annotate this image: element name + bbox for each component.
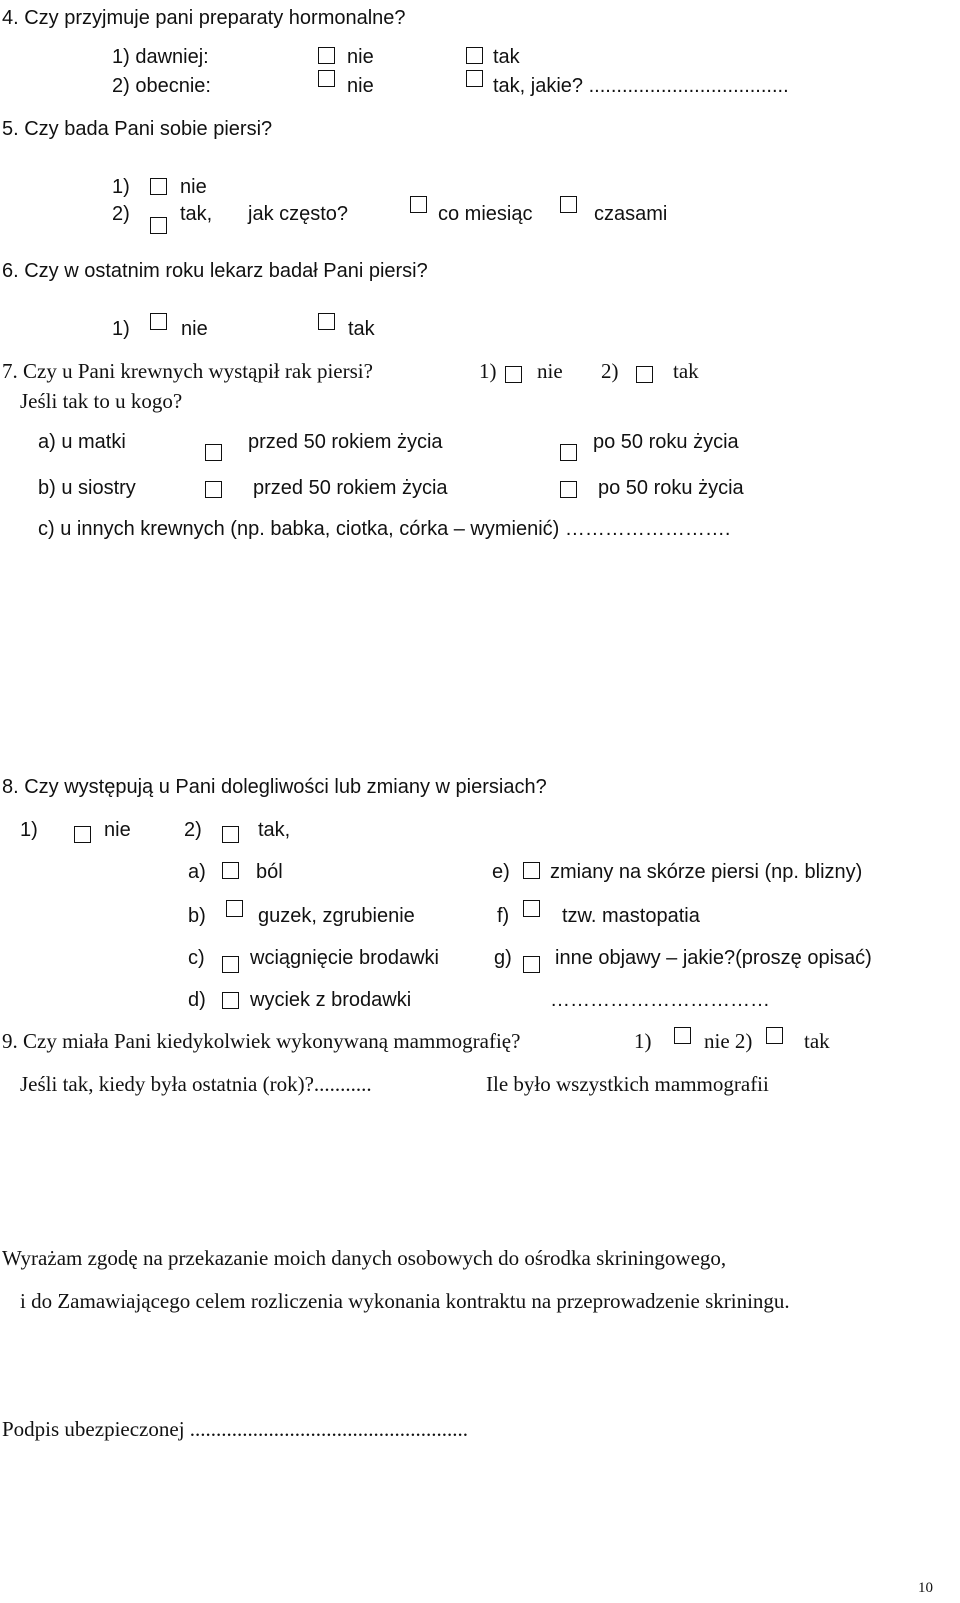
q6-o1: nie [181, 318, 208, 340]
q8-b-letter: b) [188, 905, 206, 927]
q6-o1-num: 1) [112, 318, 130, 340]
q7-b-label: b) u siostry [38, 477, 136, 499]
q7-c-label: c) u innych krewnych (np. babka, ciotka, córka – wymienić) ……………………. [38, 518, 731, 540]
q5-czasami: czasami [594, 203, 668, 225]
q5-o1-num: 1) [112, 176, 130, 198]
q7-title: 7. Czy u Pani krewnych wystąpił rak piersi? [2, 359, 373, 383]
q5-o2-question: jak często? [248, 203, 349, 225]
q8-d-dots: …………………………… [550, 989, 770, 1011]
q7-a-przed-checkbox[interactable] [205, 444, 222, 461]
q7-tak-checkbox[interactable] [636, 366, 653, 383]
q8-e: zmiany na skórze piersi (np. blizny) [550, 861, 863, 883]
q5-o1: nie [180, 176, 207, 198]
q5-title: 5. Czy bada Pani sobie piersi? [2, 118, 273, 140]
q9-tak-checkbox[interactable] [766, 1027, 783, 1044]
q6-nie-checkbox[interactable] [150, 313, 167, 330]
q8-f: tzw. mastopatia [562, 905, 700, 927]
q8-e-checkbox[interactable] [523, 862, 540, 879]
q9-o1: nie 2) [704, 1029, 753, 1053]
q7-a-opt1: przed 50 rokiem życia [248, 431, 443, 453]
q5-tak-checkbox[interactable] [150, 217, 167, 234]
q4-r2-tak: tak, jakie? .................................... [493, 75, 789, 97]
q8-a-checkbox[interactable] [222, 862, 239, 879]
q5-o2-num: 2) [112, 203, 130, 225]
q7-b-po-checkbox[interactable] [560, 481, 577, 498]
q5-nie-checkbox[interactable] [150, 178, 167, 195]
q6-o2: tak [348, 318, 375, 340]
q8-g-checkbox[interactable] [523, 956, 540, 973]
consent-line2: i do Zamawiającego celem rozliczenia wykonania kontraktu na przeprowadzenie skriningu. [20, 1289, 790, 1313]
q8-g-letter: g) [494, 947, 512, 969]
q8-c-letter: c) [188, 947, 205, 969]
q6-title: 6. Czy w ostatnim roku lekarz badał Pani piersi? [2, 260, 428, 282]
q8-a-letter: a) [188, 861, 206, 883]
q8-a: ból [256, 861, 283, 883]
q4-r2-nie-checkbox[interactable] [318, 70, 335, 87]
q7-a-po-checkbox[interactable] [560, 444, 577, 461]
q9-nie-checkbox[interactable] [674, 1027, 691, 1044]
q8-e-letter: e) [492, 861, 510, 883]
q5-o2: tak, [180, 203, 213, 225]
q8-o1: nie [104, 819, 131, 841]
q4-r1-tak-checkbox[interactable] [466, 47, 483, 64]
q7-b-przed-checkbox[interactable] [205, 481, 222, 498]
q7-o1-num: 1) [479, 359, 497, 383]
q9-o2: tak [804, 1029, 830, 1053]
page-number: 10 [918, 1580, 933, 1596]
q8-b: guzek, zgrubienie [258, 905, 415, 927]
q8-d-letter: d) [188, 989, 206, 1011]
q7-b-opt2: po 50 roku życia [598, 477, 744, 499]
q8-o2: tak, [258, 819, 291, 841]
q8-d-checkbox[interactable] [222, 992, 239, 1009]
q7-b-opt1: przed 50 rokiem życia [253, 477, 448, 499]
q7-a-label: a) u matki [38, 431, 126, 453]
q8-title: 8. Czy występują u Pani dolegliwości lub zmiany w piersiach? [2, 776, 547, 798]
q8-f-checkbox[interactable] [523, 900, 540, 917]
q8-f-letter: f) [497, 905, 510, 927]
q9-title: 9. Czy miała Pani kiedykolwiek wykonywaną mammografię? [2, 1029, 521, 1053]
q7-o2: tak [673, 359, 699, 383]
q5-co-miesiac-checkbox[interactable] [410, 196, 427, 213]
q8-b-checkbox[interactable] [226, 900, 243, 917]
q8-c: wciągnięcie brodawki [250, 947, 439, 969]
q8-c-checkbox[interactable] [222, 956, 239, 973]
q7-o2-num: 2) [601, 359, 619, 383]
q5-co-miesiac: co miesiąc [438, 203, 533, 225]
q4-r1-tak: tak [493, 46, 520, 68]
q4-title: 4. Czy przyjmuje pani preparaty hormonalne? [2, 7, 406, 29]
q8-o1-num: 1) [20, 819, 38, 841]
q5-czasami-checkbox[interactable] [560, 196, 577, 213]
q9-o1-num: 1) [634, 1029, 652, 1053]
q4-r2-tak-checkbox[interactable] [466, 70, 483, 87]
q8-nie-checkbox[interactable] [74, 826, 91, 843]
q4-r1-nie: nie [347, 46, 374, 68]
q4-r1-label: 1) dawniej: [112, 46, 209, 68]
signature-line: Podpis ubezpieczonej ..................................................... [2, 1417, 469, 1441]
q8-o2-num: 2) [184, 819, 202, 841]
q7-sub: Jeśli tak to u kogo? [20, 389, 183, 413]
q7-o1: nie [537, 359, 563, 383]
q7-nie-checkbox[interactable] [505, 366, 522, 383]
consent-line1: Wyrażam zgodę na przekazanie moich danych osobowych do ośrodka skriningowego, [2, 1246, 727, 1270]
q8-d: wyciek z brodawki [250, 989, 412, 1011]
q6-tak-checkbox[interactable] [318, 313, 335, 330]
q8-g: inne objawy – jakie?(proszę opisać) [555, 947, 872, 969]
q4-r2-nie: nie [347, 75, 374, 97]
q8-tak-checkbox[interactable] [222, 826, 239, 843]
q4-r1-nie-checkbox[interactable] [318, 47, 335, 64]
q9-when: Jeśli tak, kiedy była ostatnia (rok)?........... [20, 1072, 372, 1096]
q4-r2-label: 2) obecnie: [112, 75, 211, 97]
q9-count: Ile było wszystkich mammografii [486, 1072, 769, 1096]
q7-a-opt2: po 50 roku życia [593, 431, 739, 453]
